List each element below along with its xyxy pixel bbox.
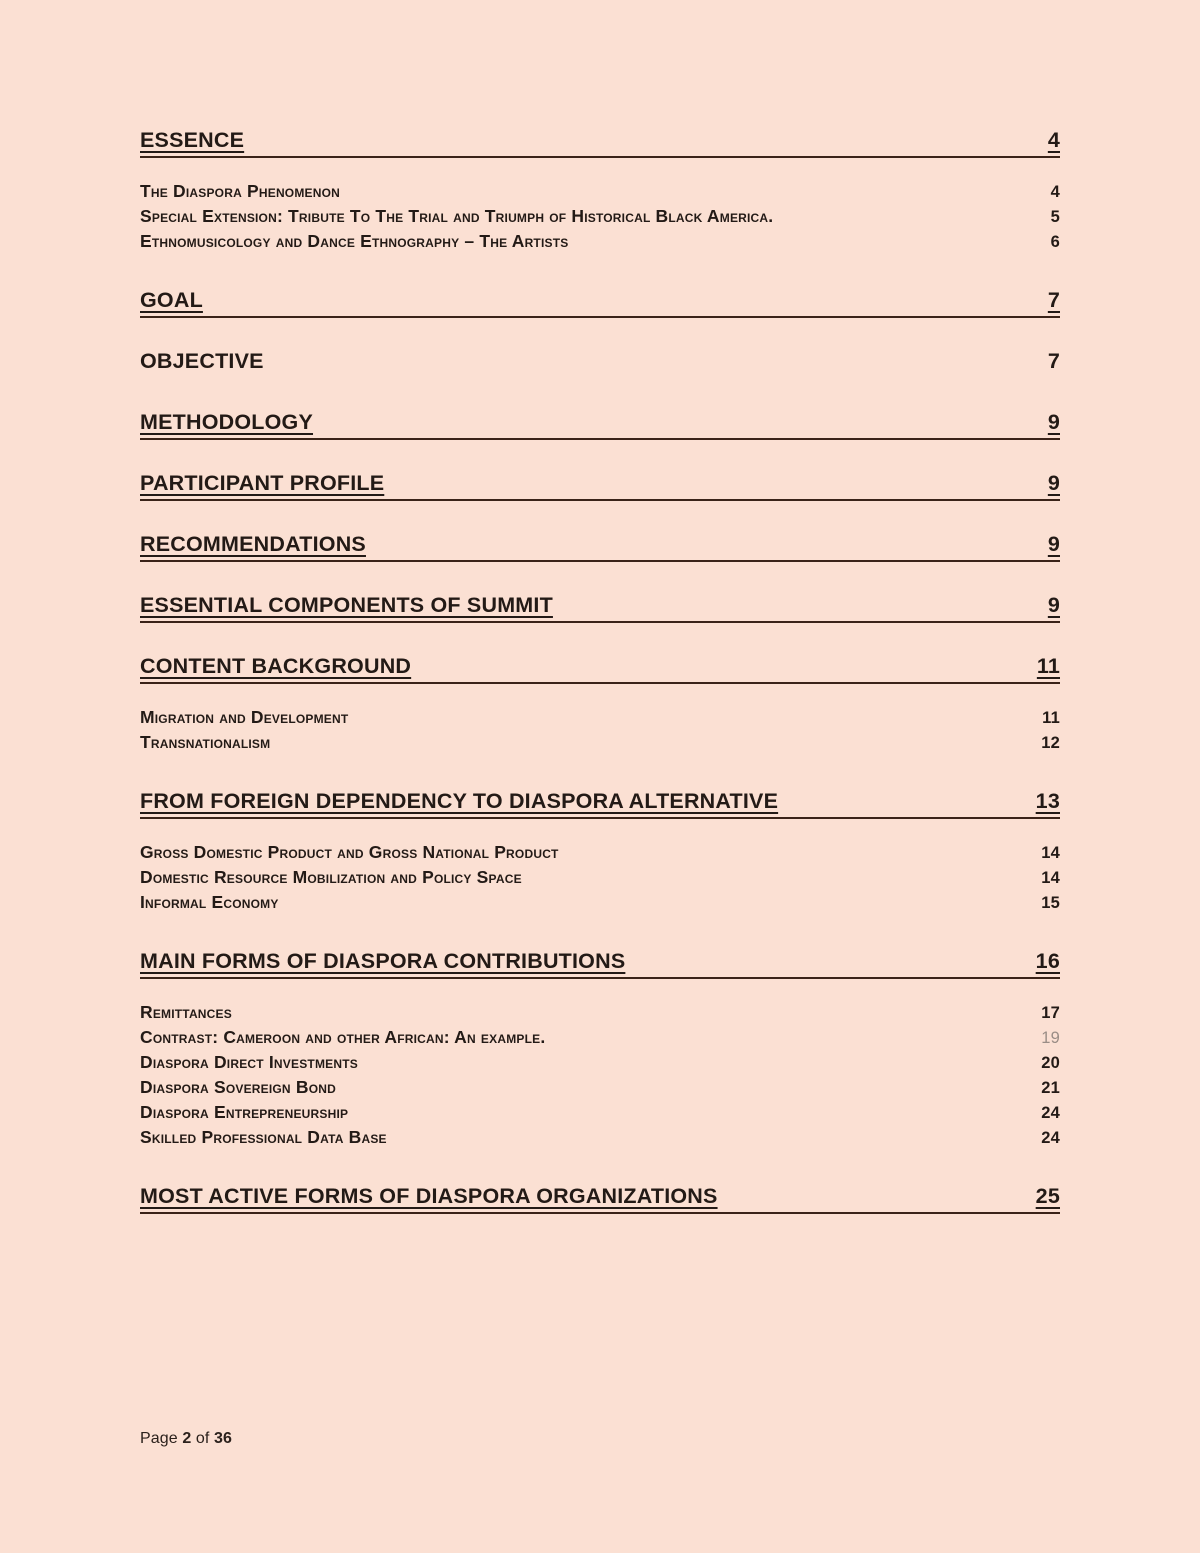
toc-subentry-label: Migration and Development (140, 707, 358, 728)
toc-subentry-page-number: 20 (1031, 1054, 1060, 1073)
toc-subentry[interactable] (140, 1077, 1060, 1098)
toc-subentry-label: Contrast: Cameroon and other African: An example. (140, 1027, 555, 1048)
toc-heading-page-number: 9 (1038, 471, 1060, 496)
toc-subentry-page-number: 6 (1041, 233, 1060, 252)
toc-heading-page-number: 25 (1026, 1184, 1060, 1209)
toc-subentry-page-number: 5 (1041, 208, 1060, 227)
toc-heading-page-number: 7 (1038, 349, 1060, 374)
toc-heading-page-number: 9 (1038, 410, 1060, 435)
toc-heading-page-number: 13 (1026, 789, 1060, 814)
toc-subentry-page-number: 24 (1031, 1104, 1060, 1123)
toc-subentry[interactable] (140, 1102, 1060, 1123)
toc-heading[interactable] (140, 532, 1060, 557)
toc-subentry-page-number: 15 (1031, 894, 1060, 913)
toc-heading-page-number: 11 (1027, 654, 1060, 679)
toc-subentry-label: Transnationalism (140, 732, 280, 753)
toc-subentry-group (140, 1002, 1060, 1148)
toc-subentry-page-number: 14 (1031, 869, 1060, 888)
toc-subentry-label: Special Extension: Tribute To The Trial and Triumph of Historical Black America. (140, 206, 783, 227)
toc-heading-label: RECOMMENDATIONS (140, 532, 376, 557)
toc-heading[interactable] (140, 288, 1060, 313)
toc-heading[interactable] (140, 128, 1060, 153)
toc-subentry-page-number: 24 (1031, 1129, 1060, 1148)
toc-subentry-label: Informal Economy (140, 892, 289, 913)
toc-heading-page-number: 16 (1026, 949, 1060, 974)
toc-heading-label: OBJECTIVE (140, 349, 274, 374)
toc-subentry-label: Diaspora Entrepreneurship (140, 1102, 358, 1123)
toc-heading-label: GOAL (140, 288, 213, 313)
footer-current-page: 2 (182, 1430, 192, 1447)
toc-heading-page-number: 9 (1038, 532, 1060, 557)
toc-subentry-group (140, 842, 1060, 913)
toc-subentry-label: Diaspora Sovereign Bond (140, 1077, 346, 1098)
toc-subentry[interactable] (140, 1052, 1060, 1073)
toc-subentry-label: Gross Domestic Product and Gross National Product (140, 842, 569, 863)
toc-subentry[interactable] (140, 206, 1060, 227)
toc-subentry[interactable] (140, 231, 1060, 252)
toc-subentry-label: The Diaspora Phenomenon (140, 181, 350, 202)
toc-subentry-page-number: 11 (1032, 709, 1060, 728)
toc-subentry-label: Domestic Resource Mobilization and Policy Space (140, 867, 532, 888)
toc-subentry[interactable] (140, 867, 1060, 888)
toc-subentry[interactable] (140, 1002, 1060, 1023)
toc-heading-page-number: 7 (1038, 288, 1060, 313)
toc-subentry-group (140, 181, 1060, 252)
toc-heading-page-number: 9 (1038, 593, 1060, 618)
footer-prefix: Page (140, 1430, 178, 1447)
toc-heading-label: CONTENT BACKGROUND (140, 654, 421, 679)
toc-subentry-page-number: 14 (1031, 844, 1060, 863)
toc-subentry[interactable] (140, 892, 1060, 913)
toc-heading-label: MOST ACTIVE FORMS OF DIASPORA ORGANIZATIONS (140, 1184, 728, 1209)
page-footer (140, 1430, 232, 1448)
toc-heading-label: FROM FOREIGN DEPENDENCY TO DIASPORA ALTERNATIVE (140, 789, 788, 814)
toc-heading-label: METHODOLOGY (140, 410, 323, 435)
toc-heading[interactable] (140, 789, 1060, 814)
toc-subentry-label: Skilled Professional Data Base (140, 1127, 397, 1148)
toc-heading[interactable] (140, 654, 1060, 679)
toc-subentry-group (140, 707, 1060, 753)
toc-subentry-page-number: 21 (1031, 1079, 1060, 1098)
toc-subentry[interactable] (140, 842, 1060, 863)
toc-subentry-page-number: 19 (1031, 1029, 1060, 1048)
toc-heading-label: ESSENTIAL COMPONENTS OF SUMMIT (140, 593, 563, 618)
toc-subentry-page-number: 4 (1041, 183, 1060, 202)
toc-subentry[interactable] (140, 707, 1060, 728)
toc-heading[interactable] (140, 593, 1060, 618)
toc-heading[interactable] (140, 349, 1060, 374)
footer-connector: of (195, 1430, 210, 1447)
toc-subentry-label: Diaspora Direct Investments (140, 1052, 368, 1073)
toc-heading[interactable] (140, 1184, 1060, 1209)
toc-subentry-label: Remittances (140, 1002, 242, 1023)
toc-subentry-page-number: 17 (1031, 1004, 1060, 1023)
toc-subentry-label: Ethnomusicology and Dance Ethnography – The Artists (140, 231, 578, 252)
toc-subentry[interactable] (140, 181, 1060, 202)
table-of-contents (140, 128, 1060, 1209)
toc-heading-label: ESSENCE (140, 128, 254, 153)
footer-total-pages: 36 (213, 1430, 232, 1447)
toc-heading-label: PARTICIPANT PROFILE (140, 471, 394, 496)
toc-subentry[interactable] (140, 1127, 1060, 1148)
toc-subentry-page-number: 12 (1031, 734, 1060, 753)
toc-heading[interactable] (140, 471, 1060, 496)
toc-subentry[interactable] (140, 1027, 1060, 1048)
toc-heading-page-number: 4 (1038, 128, 1060, 153)
toc-heading[interactable] (140, 410, 1060, 435)
toc-subentry[interactable] (140, 732, 1060, 753)
toc-heading-label: MAIN FORMS OF DIASPORA CONTRIBUTIONS (140, 949, 635, 974)
toc-heading[interactable] (140, 949, 1060, 974)
